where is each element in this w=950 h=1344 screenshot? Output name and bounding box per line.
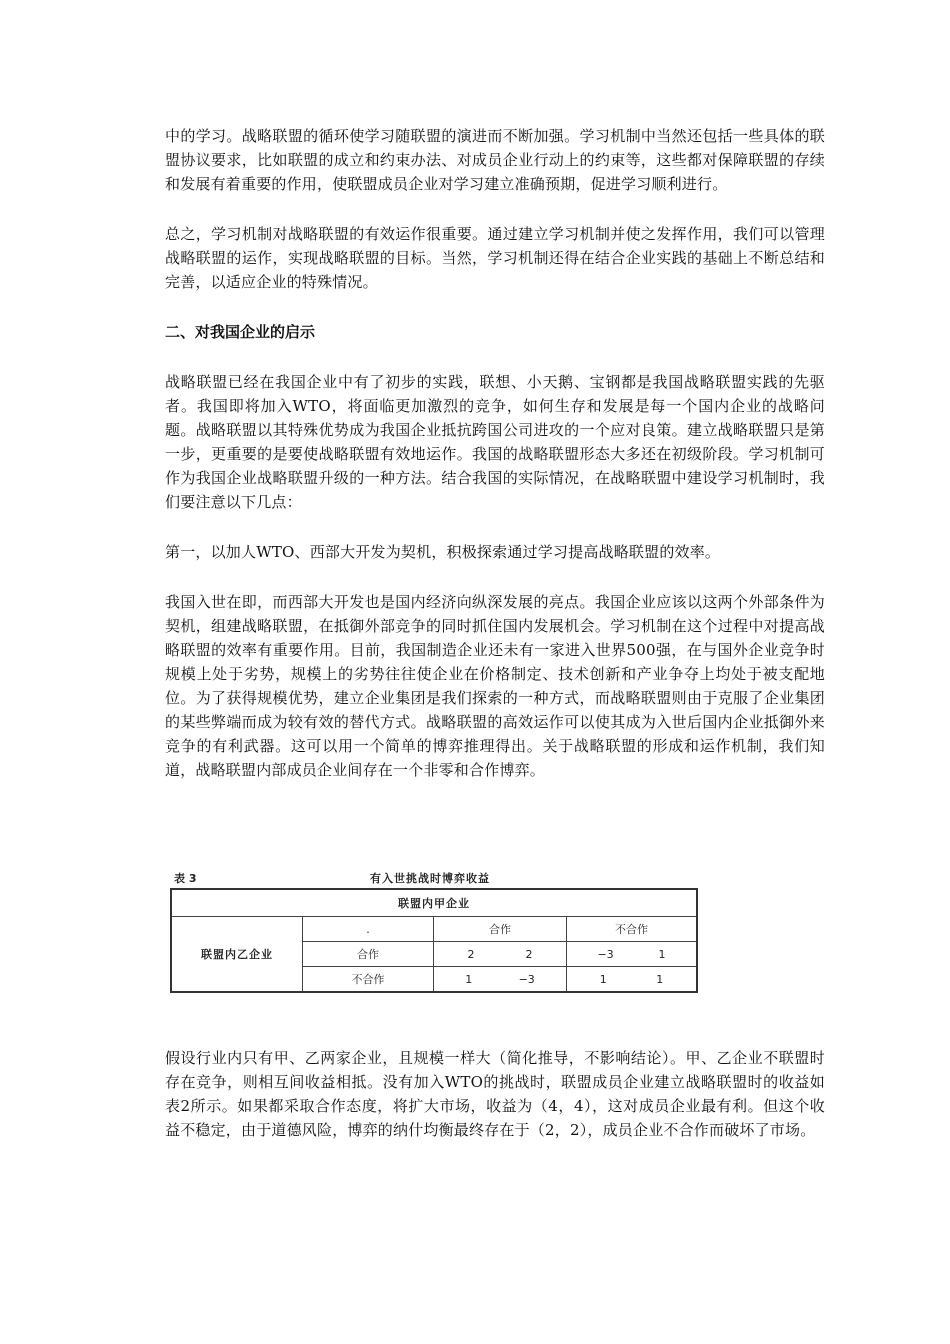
column-header: 合作 — [434, 917, 567, 942]
document-body-continued — [165, 1046, 825, 1168]
payoff-value: 1 — [599, 972, 607, 986]
payoff-cell — [567, 967, 698, 993]
paragraph: 我国入世在即，而西部大开发也是国内经济向纵深发展的亮点。我国企业应该以这两个外部条件为契机，组建战略联盟，在抵御外部竞争的同时抓住国内发展机会。学习机制在这个过程中对提高战略联盟的效率有重要作用。目前，我国制造企业还未有一家进入世界500强，在与国外企业竞争时规模上处于劣势，规模上的劣势往往使企业在价格制定、技术创新和产业争夺上均处于被支配地位。为了获得规模优势，建立企业集团是我们探索的一种方式，而战略联盟则由于克服了企业集团的某些弊端而成为较有效的替代方式。战略联盟的高效运作可以使其成为入世后国内企业抵御外来竞争的有利武器。这可以用一个简单的博弈推理得出。关于战略联盟的形成和运作机制，我们知道，战略联盟内部成员企业间存在一个非零和合作博弈。 — [165, 593, 825, 779]
row-group-header: 联盟内乙企业 — [171, 917, 303, 993]
column-header: 不合作 — [567, 917, 698, 942]
paragraph: 第一，以加人WTO、西部大开发为契机，积极探索通过学习提高战略联盟的效率。 — [165, 543, 721, 561]
section-heading: 二、对我国企业的启示 — [165, 323, 316, 341]
row-header: 不合作 — [303, 967, 434, 993]
payoff-value: −3 — [597, 947, 614, 961]
paragraph: 假设行业内只有甲、乙两家企业，且规模一样大（简化推导，不影响结论）。甲、乙企业不联盟时存在竞争，则相互间收益相抵。没有加入WTO的挑战时，联盟成员企业建立战略联盟时的收益如表2所示。如果都采取合作态度，将扩大市场，收益为（4，4），这对成员企业最有利。但这个收益不稳定，由于道德风险，博弈的纳什均衡最终存在于（2，2），成员企业不合作而破坏了市场。 — [165, 1049, 825, 1139]
payoff-value: 2 — [525, 947, 533, 961]
payoff-value: 1 — [658, 947, 666, 961]
document-body — [165, 124, 825, 808]
table-number: 表 3 — [174, 872, 197, 885]
payoff-value: −3 — [518, 972, 535, 986]
paragraph: 中的学习。战略联盟的循环使学习随联盟的演进而不断加强。学习机制中当然还包括一些具体的联盟协议要求，比如联盟的成立和约束办法、对成员企业行动上的约束等，这些都对保障联盟的存续和发展有着重要的作用，使联盟成员企业对学习建立准确预期，促进学习顺利进行。 — [165, 127, 825, 193]
payoff-value: 1 — [465, 972, 473, 986]
paragraph: 战略联盟已经在我国企业中有了初步的实践，联想、小天鹅、宝钢都是我国战略联盟实践的先驱者。我国即将加入WTO，将面临更加激烈的竞争，如何生存和发展是每一个国内企业的战略问题。战略联盟以其特殊优势成为我国企业抵抗跨国公司进攻的一个应对良策。建立战略联盟只是第一步，更重要的是要使战略联盟有效地运作。我国的战略联盟形态大多还在初级阶段。学习机制可作为我国企业战略联盟升级的一种方法。结合我国的实际情况，在战略联盟中建设学习机制时，我们要注意以下几点： — [165, 373, 825, 511]
table-title: 有入世挑战时博弈收益 — [370, 872, 490, 885]
paragraph: 总之，学习机制对战略联盟的有效运作很重要。通过建立学习机制并使之发挥作用，我们可以管理战略联盟的运作，实现战略联盟的目标。当然，学习机制还得在结合企业实践的基础上不断总结和完善，以适应企业的特殊情况。 — [165, 225, 825, 291]
payoff-value: 1 — [656, 972, 664, 986]
payoff-cell — [434, 942, 567, 967]
corner-cell: . — [303, 917, 434, 942]
table-caption — [170, 868, 700, 888]
payoff-cell — [567, 942, 698, 967]
payoff-table-figure — [170, 868, 700, 993]
row-header: 合作 — [303, 942, 434, 967]
payoff-value: 2 — [467, 947, 475, 961]
payoff-cell — [434, 967, 567, 993]
payoff-table — [170, 888, 698, 993]
column-group-header: 联盟内甲企业 — [171, 889, 697, 917]
